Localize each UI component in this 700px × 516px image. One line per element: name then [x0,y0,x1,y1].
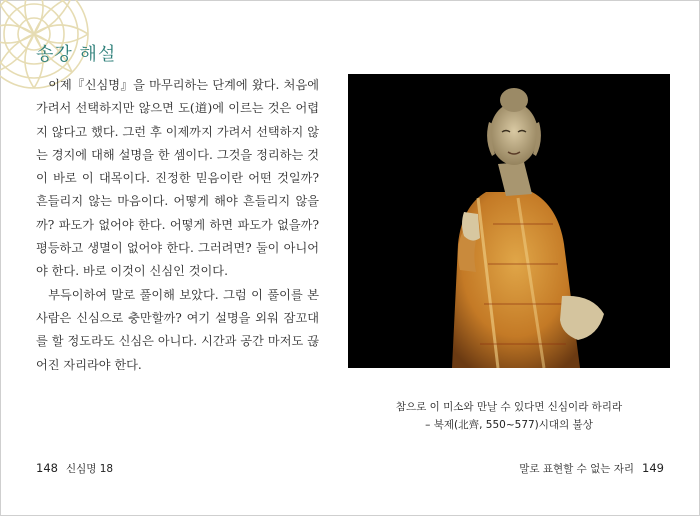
paragraph-1: 이제『신심명』을 마무리하는 단계에 왔다. 처음에 가려서 선택하지만 않으면 도(道)에 이르는 것은 어렵지 않다고 했다. 그런 후 이제까지 가려서 선택하지 않는 경지에 대해 설명을 한 셈이다. 그것을 정리하는 것이 바로 이 대목이다. 진정한 믿음이란 어떤 것일까? 흔들리지 않는 마음이다. 어떻게 해야 흔들리지 않을까? 파도가 없어야 한다. 어떻게 하면 파도가 없을까? 평등하고 생멸이 없어야 한다. 그러려면? 둘이 아니어야 한다. 바로 이것이 신심인 것이다. [36,78,319,279]
footer-left [36,461,113,476]
caption-line-2: – 북제(北齊, 550~577)시대의 불상 [425,419,593,431]
commentary-text [36,74,319,377]
photo-caption [348,398,670,434]
paragraph-2: 부득이하여 말로 풀이해 보았다. 그럼 이 풀이를 본 사람은 신심으로 충만할까? 여기 설명을 외워 잠꼬대를 할 정도라도 신심은 아니다. 시간과 공간 마저도 끊어진 자리라야 한다. [36,287,319,372]
section-title: 송강 해설 [36,44,117,65]
running-title-left: 신심명 18 [65,463,114,475]
running-title-right: 말로 표현할 수 없는 자리 [519,463,635,475]
caption-line-1: 참으로 이 미소와 만날 수 있다면 신심이라 하리라 [395,401,623,413]
buddha-statue-icon [348,74,670,368]
footer-right [519,461,664,476]
page-number-left: 148 [36,461,58,475]
buddha-statue-photo [348,74,670,368]
page-number-right: 149 [642,461,664,475]
